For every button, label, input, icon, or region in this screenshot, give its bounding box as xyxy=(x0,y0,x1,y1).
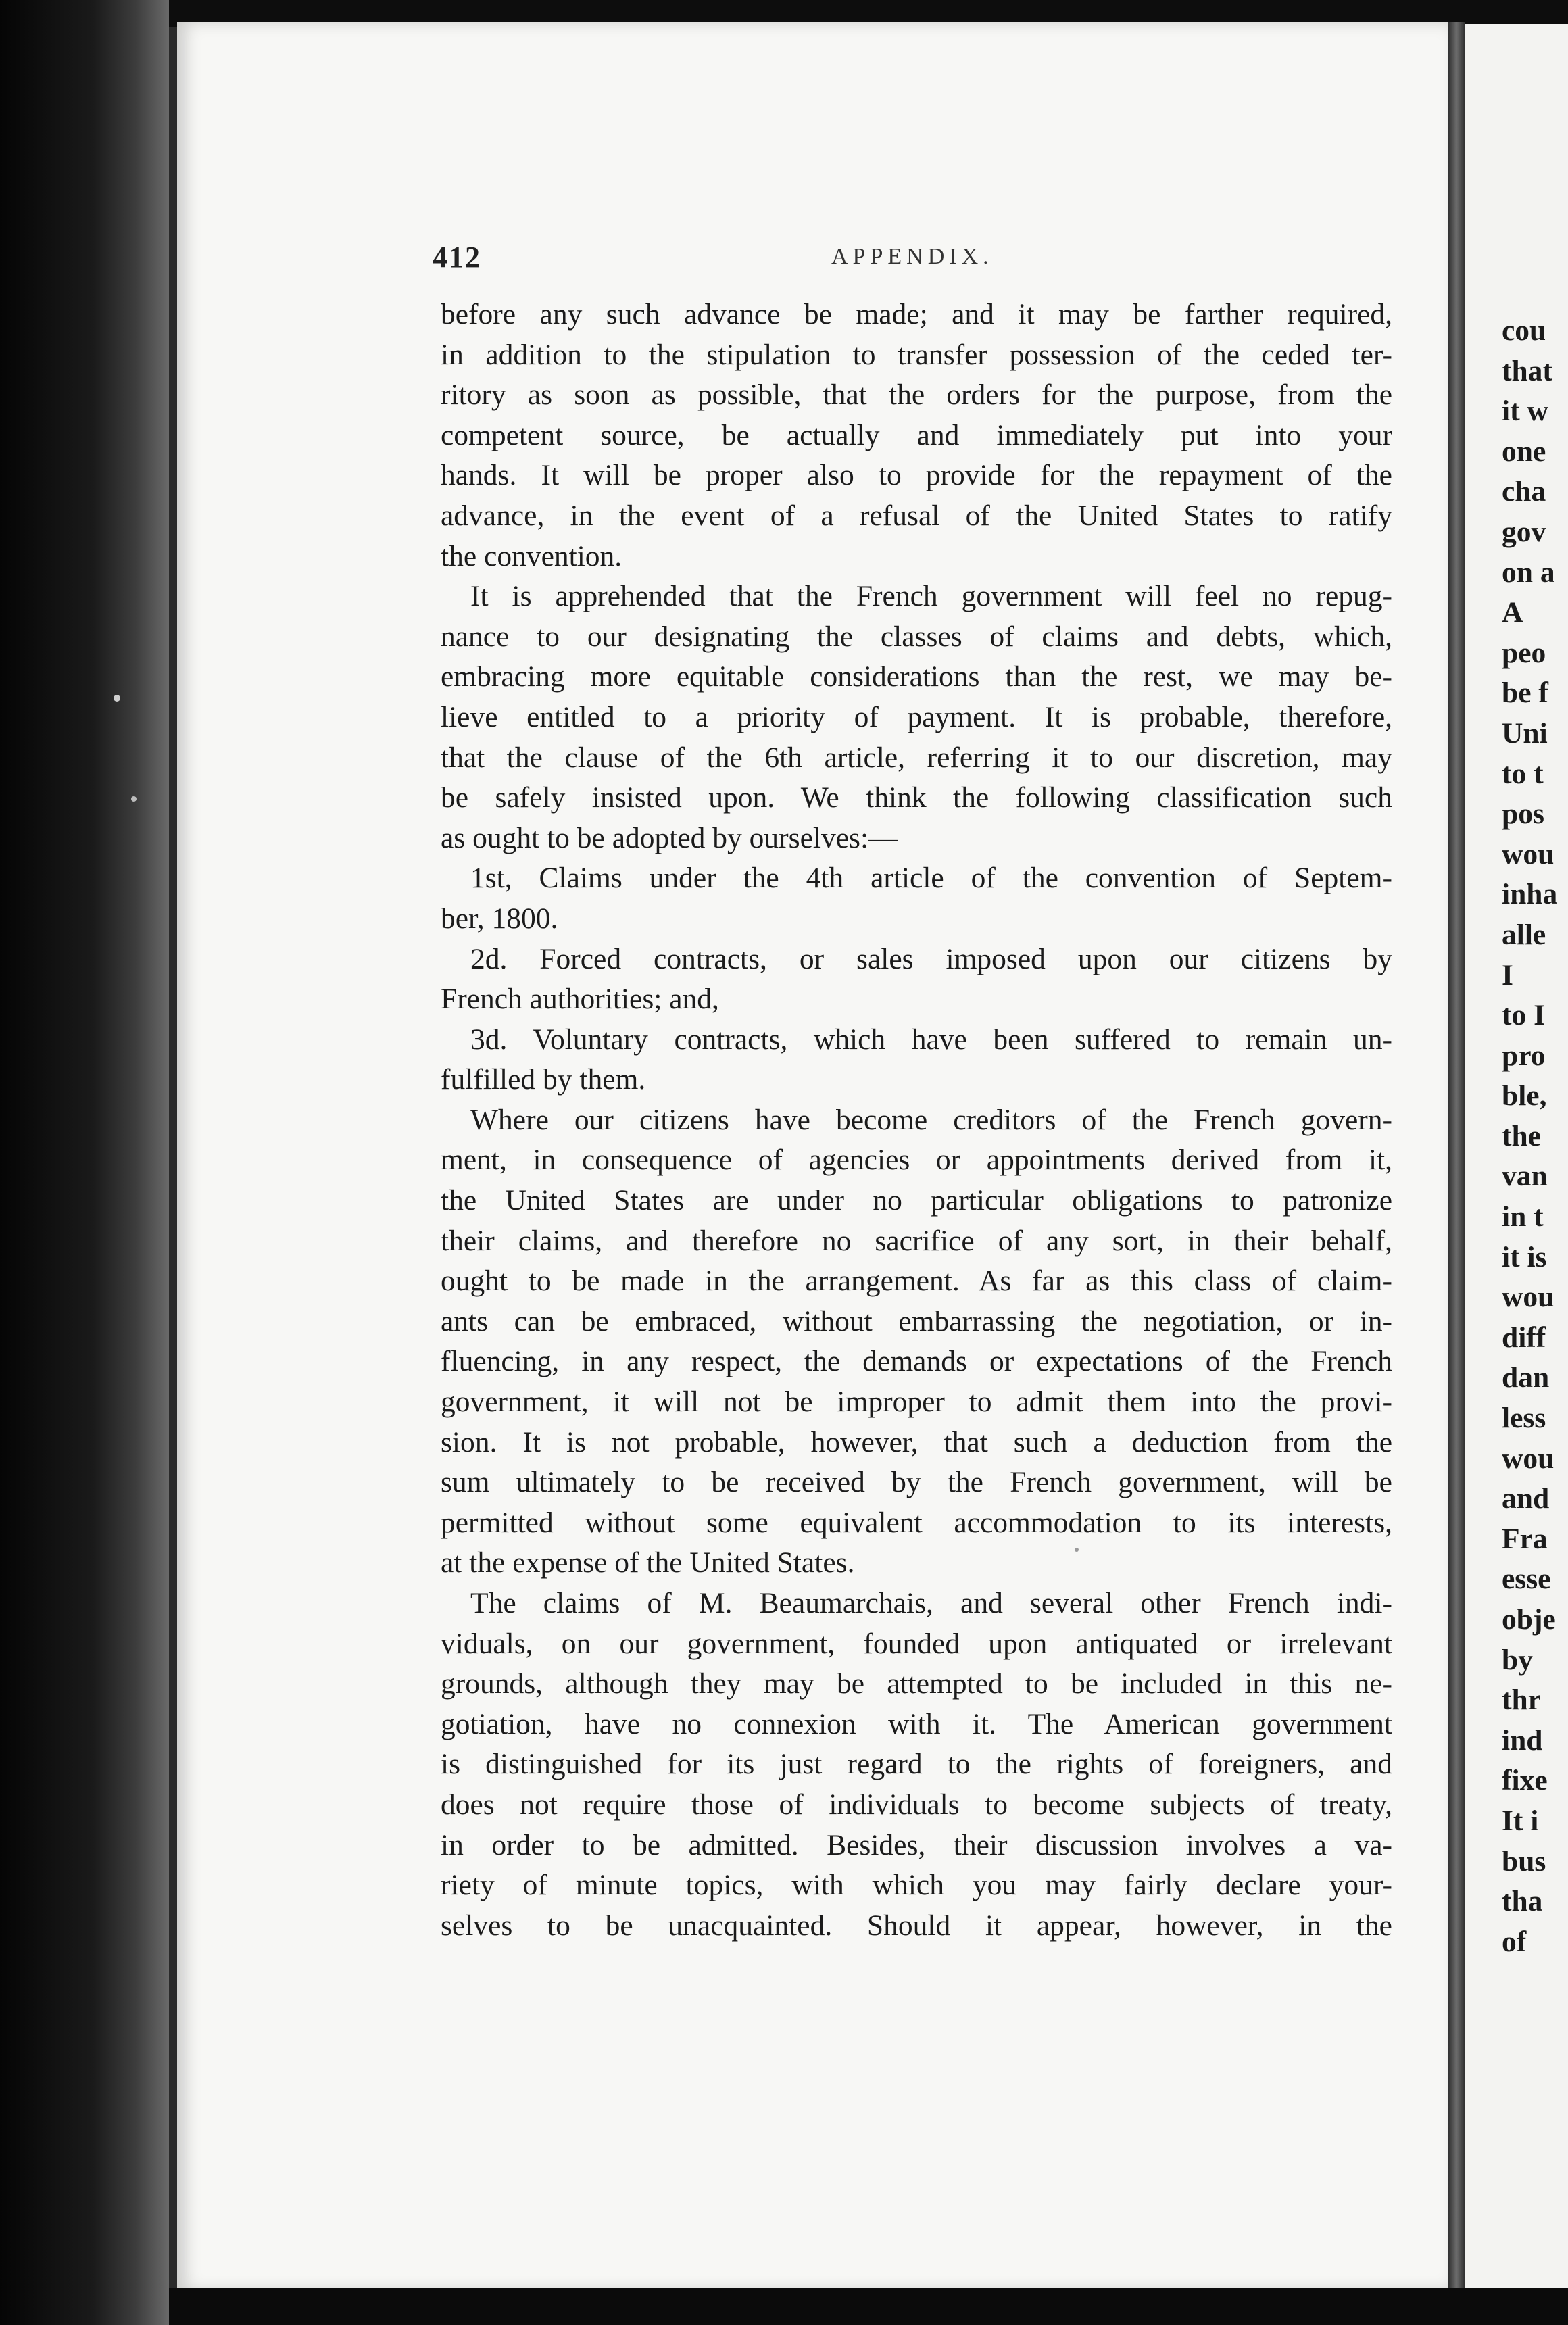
facing-page-fragment: obje xyxy=(1502,1603,1556,1636)
facing-page-fragment: and xyxy=(1502,1482,1550,1515)
text-line: fluencing, in any respect, the demands or expectations of the French xyxy=(441,1345,1392,1378)
facing-page-fragment: of xyxy=(1502,1925,1527,1958)
facing-page-fragment: to I xyxy=(1502,999,1546,1032)
facing-page-fragment: van xyxy=(1502,1160,1548,1193)
text-line: the United States are under no particular obligations to patronize xyxy=(441,1184,1392,1217)
page-number: 412 xyxy=(433,241,481,274)
text-line: ought to be made in the arrangement. As far as this class of claim- xyxy=(441,1265,1392,1298)
text-line: French authorities; and, xyxy=(441,983,719,1016)
facing-page-fragment: pos xyxy=(1502,798,1544,831)
facing-page-fragment: gov xyxy=(1502,515,1546,548)
facing-page-fragment: cha xyxy=(1502,475,1546,508)
text-line: embracing more equitable considerations than the rest, we may be- xyxy=(441,660,1392,693)
facing-page-text xyxy=(1502,311,1568,1962)
facing-page-fragment: I xyxy=(1502,958,1513,992)
text-line: before any such advance be made; and it may be farther required, xyxy=(441,298,1392,331)
facing-page-fragment: Fra xyxy=(1502,1522,1548,1555)
text-line: 3d. Voluntary contracts, which have been suffered to remain un- xyxy=(470,1023,1392,1056)
text-line: in order to be admitted. Besides, their discussion involves a va- xyxy=(441,1828,1392,1861)
page-header-title: APPENDIX. xyxy=(831,244,994,269)
running-head xyxy=(433,240,1392,280)
facing-page-fragment: wou xyxy=(1502,1442,1554,1475)
scan-speck xyxy=(1075,1548,1079,1552)
text-line: does not require those of individuals to become subjects of treaty, xyxy=(441,1788,1392,1821)
facing-page-fragment: It i xyxy=(1502,1804,1539,1837)
text-line: viduals, on our government, founded upon antiquated or irrelevant xyxy=(441,1627,1392,1660)
text-line: 1st, Claims under the 4th article of the convention of Septem- xyxy=(470,862,1392,895)
text-line: in addition to the stipulation to transfer possession of the ceded ter- xyxy=(441,338,1392,371)
text-line: advance, in the event of a refusal of the United States to ratify xyxy=(441,499,1392,532)
bottom-scan-edge xyxy=(169,2288,1568,2325)
facing-page-fragment: by xyxy=(1502,1643,1533,1676)
text-line: fulfilled by them. xyxy=(441,1063,646,1096)
text-line: ment, in consequence of agencies or appointments derived from it, xyxy=(441,1144,1392,1177)
scan-speck xyxy=(131,796,137,802)
facing-page-fragment: in t xyxy=(1502,1200,1544,1233)
text-line: permitted without some equivalent accommodation to its interests, xyxy=(441,1506,1392,1539)
text-line: sion. It is not probable, however, that such a deduction from the xyxy=(441,1425,1392,1459)
facing-page-fragment: peo xyxy=(1502,636,1546,669)
facing-page-fragment: pro xyxy=(1502,1039,1546,1072)
text-line: It is apprehended that the French government will feel no repug- xyxy=(470,580,1392,613)
text-line: government, it will not be improper to admit them into the provi- xyxy=(441,1386,1392,1419)
facing-page-fragment: it w xyxy=(1502,395,1548,428)
text-line: that the clause of the 6th article, referring it to our discretion, may xyxy=(441,741,1392,774)
facing-page-fragment: wou xyxy=(1502,1281,1554,1314)
text-line: nance to our designating the classes of claims and debts, which, xyxy=(441,620,1392,653)
facing-page-fragment: esse xyxy=(1502,1563,1551,1596)
text-line: gotiation, have no connexion with it. The American government xyxy=(441,1707,1392,1740)
facing-page-fragment: inha xyxy=(1502,878,1558,911)
facing-page-fragment: wou xyxy=(1502,837,1554,871)
facing-page-fragment: ind xyxy=(1502,1723,1543,1757)
book-binding-edge xyxy=(0,0,169,2325)
text-line: be safely insisted upon. We think the following classification such xyxy=(441,781,1392,814)
text-line: ants can be embraced, without embarrassing the negotiation, or in- xyxy=(441,1304,1392,1338)
facing-page-fragment: bus xyxy=(1502,1844,1546,1878)
facing-page-fragment: cou xyxy=(1502,314,1546,347)
text-line: the convention. xyxy=(441,539,622,572)
facing-page-fragment: alle xyxy=(1502,918,1546,951)
facing-page-fragment: on a xyxy=(1502,556,1555,589)
text-line: at the expense of the United States. xyxy=(441,1546,855,1580)
text-line: lieve entitled to a priority of payment. It is probable, therefore, xyxy=(441,700,1392,733)
text-line: ritory as soon as possible, that the orders for the purpose, from the xyxy=(441,378,1392,412)
facing-page-fragment: diff xyxy=(1502,1321,1546,1354)
facing-page-fragment: Uni xyxy=(1502,716,1548,750)
facing-page-fragment: dan xyxy=(1502,1361,1550,1394)
facing-page-fragment: thr xyxy=(1502,1684,1541,1717)
text-line: riety of minute topics, with which you may fairly declare your- xyxy=(441,1869,1392,1902)
facing-page-fragment: A xyxy=(1502,596,1523,629)
text-line: The claims of M. Beaumarchais, and several other French indi- xyxy=(470,1587,1392,1619)
text-line: hands. It will be proper also to provide for the repayment of the xyxy=(441,459,1392,492)
facing-page-fragment: the xyxy=(1502,1119,1541,1152)
page-gutter xyxy=(1448,22,1465,2291)
text-line: 2d. Forced contracts, or sales imposed upon our citizens by xyxy=(470,942,1392,975)
facing-page-fragment: to t xyxy=(1502,757,1544,790)
scan-speck xyxy=(114,695,120,702)
text-line: competent source, be actually and immediately put into your xyxy=(441,418,1392,451)
facing-page-fragment: less xyxy=(1502,1402,1546,1435)
text-line: their claims, and therefore no sacrifice of any sort, in their behalf, xyxy=(441,1224,1392,1257)
facing-page-fragment: that xyxy=(1502,354,1552,387)
text-line: ber, 1800. xyxy=(441,902,558,935)
text-line: is distinguished for its just regard to the rights of foreigners, and xyxy=(441,1748,1392,1781)
facing-page-fragment: be f xyxy=(1502,677,1548,710)
text-line: as ought to be adopted by ourselves:— xyxy=(441,821,898,854)
text-line: selves to be unacquainted. Should it appear, however, in the xyxy=(441,1909,1392,1942)
body-text xyxy=(441,295,1392,1946)
facing-page-fragment: it is xyxy=(1502,1240,1547,1273)
facing-page-fragment: ble, xyxy=(1502,1079,1547,1112)
facing-page-fragment: fixe xyxy=(1502,1764,1548,1797)
text-line: sum ultimately to be received by the French government, will be xyxy=(441,1466,1392,1499)
text-line: grounds, although they may be attempted to be included in this ne- xyxy=(441,1667,1392,1700)
text-line: Where our citizens have become creditors of the French govern- xyxy=(470,1103,1392,1136)
facing-page-fragment: tha xyxy=(1502,1885,1543,1918)
facing-page-fragment: one xyxy=(1502,435,1546,468)
